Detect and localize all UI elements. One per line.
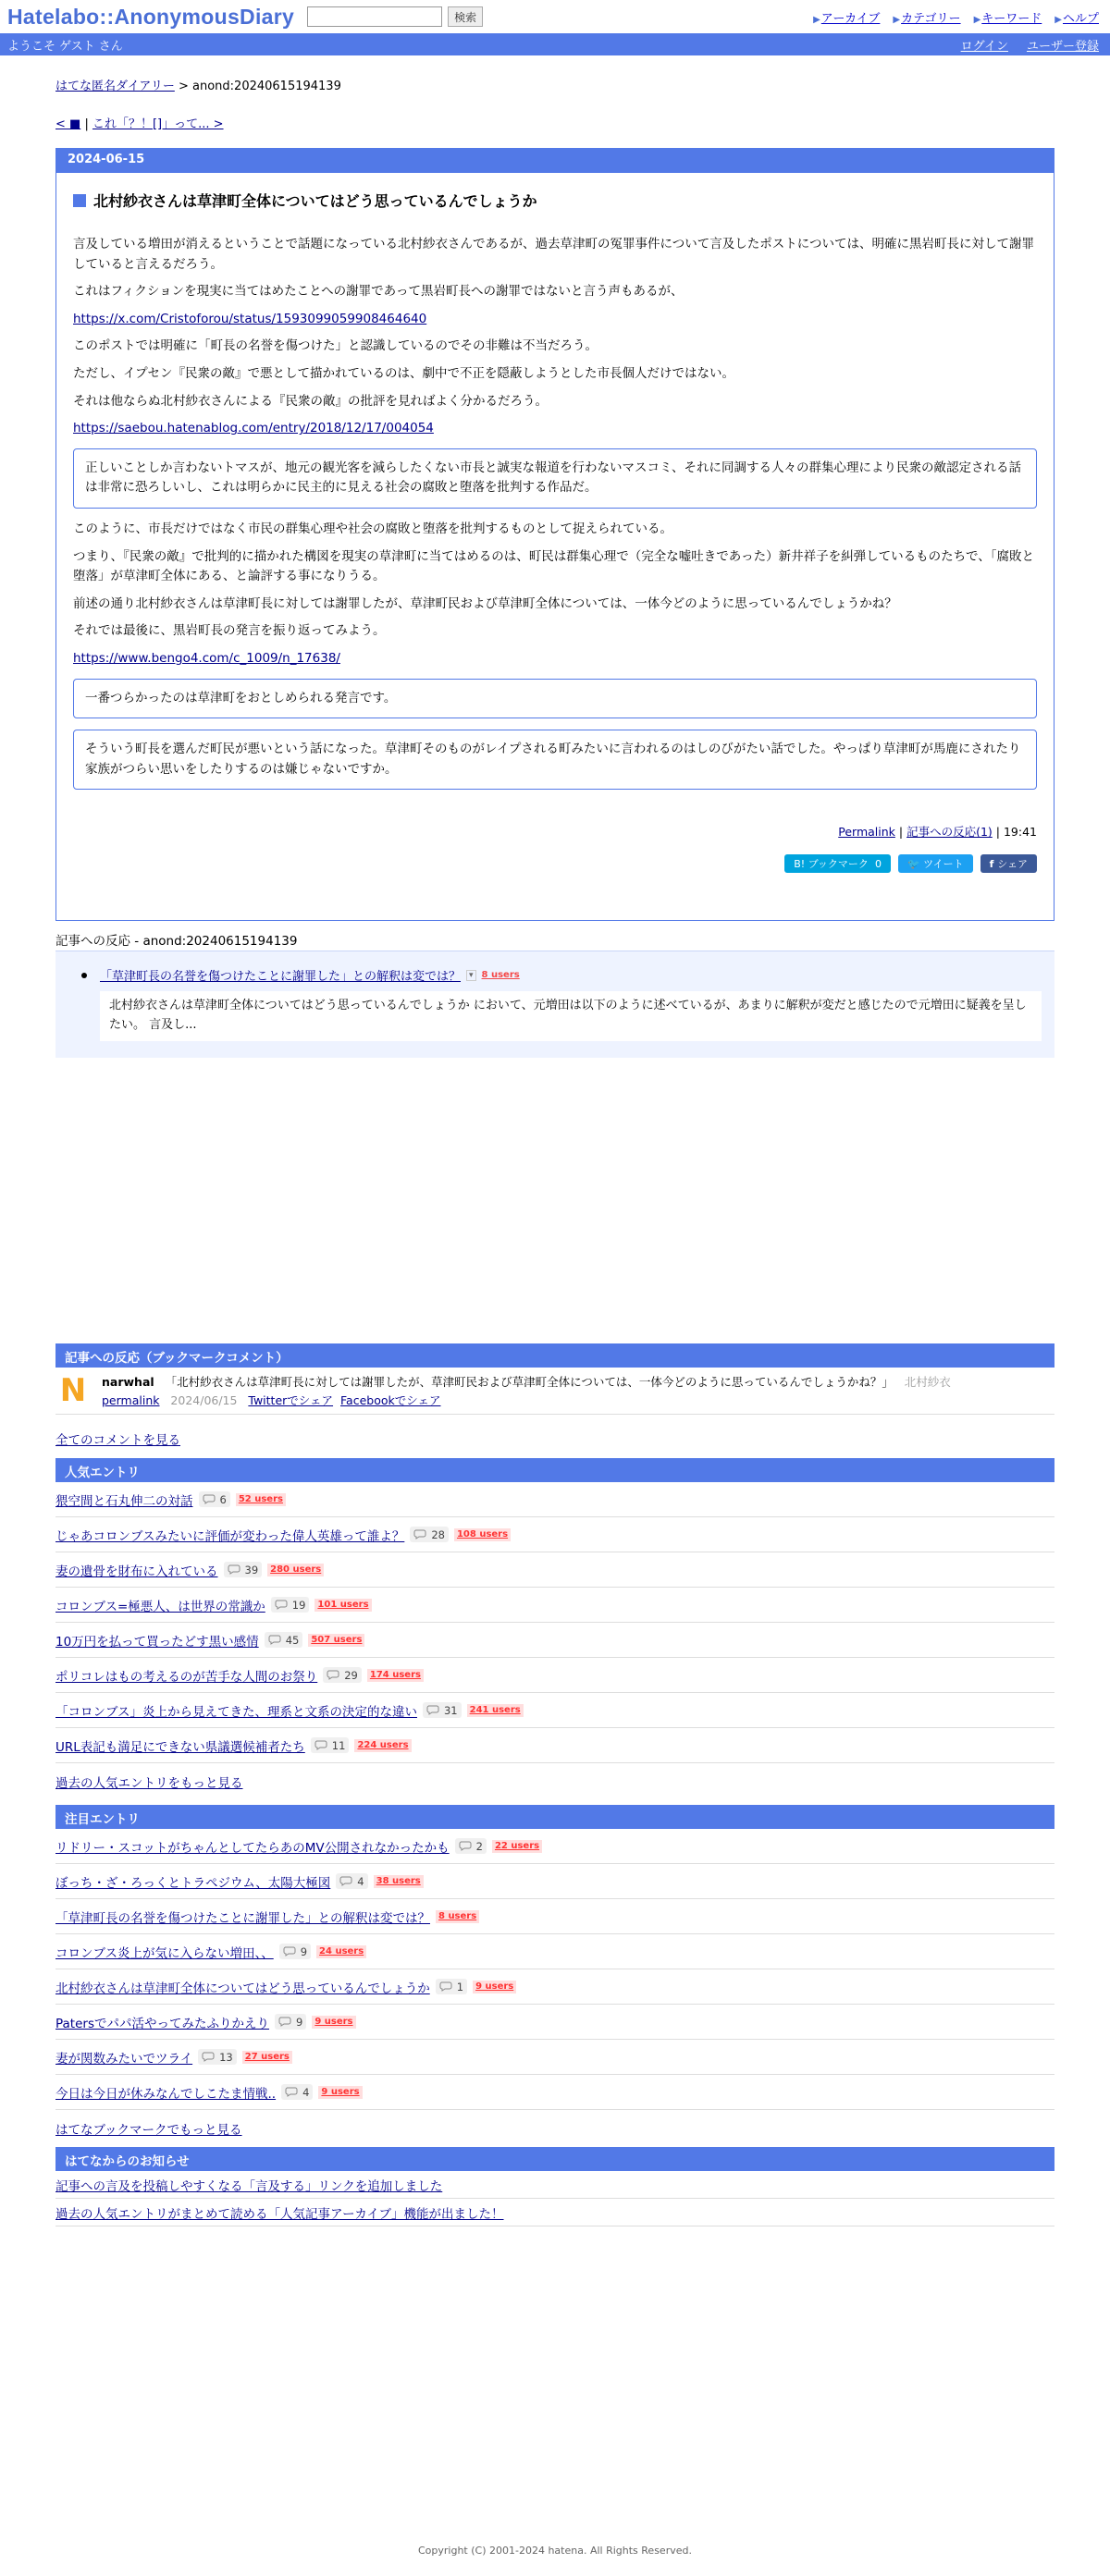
entry-link[interactable]: https://www.bengo4.com/c_1009/n_17638/ [73, 650, 340, 666]
bookmark-comment [56, 1368, 1054, 1415]
hatena-bookmark-count: 0 [874, 857, 882, 870]
featured-header: 注目エントリ [56, 1805, 1054, 1829]
breadcrumb [56, 76, 1054, 93]
popular-header: 人気エントリ [56, 1458, 1054, 1482]
nav-arrow-icon: ▶ [1054, 15, 1062, 25]
comment-count[interactable] [265, 1632, 303, 1648]
comment-bubble-icon [459, 1841, 474, 1851]
entry-link[interactable]: 「草津町長の名誉を傷つけたことに謝罪した」との解釈は変では？ [56, 1910, 430, 1926]
entry-link[interactable]: URL表記も満足にできない県議選候補者たち [56, 1739, 305, 1755]
comment-count-value: 28 [431, 1527, 445, 1541]
comment-count-value: 9 [296, 2015, 303, 2029]
login-link[interactable]: ログイン [960, 39, 1008, 54]
comment-bubble-icon [339, 1876, 354, 1886]
nav-help[interactable]: ヘルプ [1062, 12, 1099, 26]
reactions-link[interactable]: 記事への反応(1) [906, 825, 993, 840]
users-count[interactable]: 9 users [473, 1981, 516, 1993]
permalink[interactable]: Permalink [838, 825, 895, 840]
entry-title-text: 北村紗衣さんは草津町全体についてはどう思っているんでしょうか [93, 192, 537, 210]
comment-count-value: 13 [219, 2050, 233, 2064]
popular-more-link[interactable]: 過去の人気エントリをもっと見る [56, 1776, 243, 1791]
paragraph: これはフィクションを現実に当てはめたことへの謝罪であって黒岩町長への謝罪ではないと言う声もあるが、 [73, 284, 684, 300]
paragraph: このポストでは明確に「町長の名誉を傷つけた」と認識しているのでその非難は不当だろう。 [73, 338, 598, 354]
entry-list-item [56, 2075, 1054, 2110]
share-twitter-link[interactable]: Twitterでシェア [248, 1393, 334, 1407]
popular-entries [56, 1458, 1054, 1791]
reaction-item [100, 966, 1042, 984]
featured-more-link[interactable]: はてなブックマークでもっと見る [56, 2123, 242, 2138]
entry-link[interactable]: 「コロンブス」炎上から見えてきた、理系と文系の決定的な違い [56, 1704, 417, 1720]
reaction-snippet: 北村紗衣さんは草津町全体についてはどう思っているんでしょうか において、元増田は以下のように述べているが、あまりに解釈が変だと感じたので元増田に疑義を呈したい。 言及し... [100, 991, 1042, 1041]
comment-count[interactable] [198, 2049, 237, 2065]
entry-link[interactable]: https://x.com/Cristoforou/status/1593099059908464640 [73, 311, 427, 326]
comment-count-value: 9 [300, 1944, 308, 1958]
users-count[interactable]: 8 users [436, 1910, 479, 1923]
entry-list-item [56, 1728, 1054, 1763]
copyright: Copyright (C) 2001-2024 hatena. All Rights Reserved. [418, 2545, 692, 2557]
entry-link[interactable]: ぼっち・ざ・ろっくとトラペジウム、太陽大極図 [56, 1875, 331, 1891]
users-count[interactable]: 8 users [481, 970, 520, 980]
entry-list-item [56, 1623, 1054, 1658]
entry-list-item [56, 1588, 1054, 1623]
entry-title[interactable] [73, 190, 1054, 211]
list-bullet [81, 973, 87, 978]
entry-link[interactable]: Patersでパパ活やってみたふりかえり [56, 2016, 269, 2031]
prev-entry-link[interactable]: < ■ [56, 117, 81, 131]
entry-list-item [56, 1934, 1054, 1969]
tweet-label: ツイート [923, 858, 964, 871]
tweet-button[interactable] [898, 854, 973, 873]
notices-header: はてなからのお知らせ [56, 2147, 1054, 2171]
comment-count[interactable] [455, 1838, 487, 1854]
entry-time: 19:41 [1003, 825, 1037, 840]
entry-list-item [56, 1864, 1054, 1899]
entry-link[interactable]: 10万円を払って買ったどす黒い感情 [56, 1634, 259, 1650]
entry-list-item [56, 1899, 1054, 1934]
users-count[interactable]: 507 users [308, 1634, 364, 1647]
entry-link[interactable]: じゃあコロンブスみたいに評価が変わった偉人英雄って誰よ？ [56, 1528, 405, 1544]
breadcrumb-current: anond:20240615194139 [192, 80, 341, 93]
comment-count-value: 4 [302, 2085, 310, 2099]
paragraph: 前述の通り北村紗衣さんは草津町長に対しては謝罪したが、草津町民および草津町全体については、一体今どのように思っているんでしょうかね？ [73, 595, 897, 611]
comment-count[interactable] [281, 2084, 313, 2100]
reactions-title: 記事への反応 - anond:20240615194139 [56, 934, 298, 949]
entry-date: 2024-06-15 [56, 149, 1054, 173]
comment-count-value: 11 [331, 1738, 346, 1752]
users-count[interactable]: 27 users [242, 2051, 292, 2064]
sub-bar [0, 33, 1110, 55]
blockquote: 一番つらかったのは草津町をおとしめられる発言です。 [73, 679, 1037, 719]
notices [56, 2147, 1054, 2226]
comment-bubble-icon [283, 1946, 298, 1957]
comment-bubble-icon [314, 1740, 329, 1750]
breadcrumb-home[interactable]: はてな匿名ダイアリー [56, 80, 175, 93]
entry-link[interactable]: ポリコレはもの考えるのが苦手な人間のお祭り [56, 1669, 318, 1685]
entry-link[interactable]: リドリー・スコットがちゃんとしてたらあのMV公開されなかったかも [56, 1840, 450, 1856]
nav-archive[interactable]: アーカイブ [820, 12, 881, 26]
notice-item [56, 2171, 1054, 2199]
comment-count-value: 4 [357, 1874, 364, 1888]
hatena-bookmark-label: B! ブックマーク [794, 858, 869, 871]
blockquote: 正しいことしか言わないトマスが、地元の観光客を減らしたくない市長と誠実な報道を行わないマスコミ、それに同調する人々の群集心理により民衆の敵認定される話は非常に恐ろしいし、これは明らかに民主的に見える社会の腐敗と堕落を批判する作品だ。 [73, 448, 1037, 509]
users-count[interactable]: 224 users [354, 1739, 411, 1752]
next-entry-link[interactable]: これ「？！[]」って... > [92, 117, 224, 131]
search-button[interactable]: 検索 [448, 6, 483, 27]
share-facebook-link[interactable]: Facebookでシェア [340, 1393, 441, 1407]
comment-count-value: 31 [443, 1703, 458, 1717]
blockquote: そういう町長を選んだ町民が悪いという話になった。草津町そのものがレイプされる町みたいに言われるのはしのびがたい話でした。やっぱり草津町が馬鹿にされたり家族がつらい思いをしたりするのは嫌じゃないですか。 [73, 730, 1037, 790]
bookmark-date: 2024/06/15 [170, 1393, 238, 1407]
welcome-text: ようこそ ゲスト さん [7, 39, 123, 54]
share-buttons [56, 854, 1054, 873]
top-nav [813, 8, 1099, 26]
comment-count-value: 1 [456, 1980, 464, 1993]
bookmark-comments [56, 1343, 1054, 1448]
users-count[interactable]: 108 users [454, 1528, 511, 1541]
comment-bubble-icon [413, 1529, 428, 1539]
entry-footer: Permalink | 記事への反応(1) | 19:41 [838, 825, 1037, 840]
paragraph: 言及している増田が消えるということで話題になっている北村紗衣さんであるが、過去草津町の冤罪事件について言及したポストについては、明確に黒岩町長に対して謝罪していると言えるだろう。 [73, 237, 1034, 272]
entry-link[interactable]: 妻の遺骨を財布に入れている [56, 1564, 218, 1579]
users-count[interactable]: 9 users [318, 2086, 362, 2099]
comment-count-value: 45 [285, 1633, 300, 1647]
users-count[interactable]: 22 users [492, 1840, 542, 1853]
nav-arrow-icon: ▶ [813, 15, 820, 25]
comment-count-value: 19 [291, 1598, 306, 1612]
entry-list-item [56, 2005, 1054, 2040]
featured-list [56, 1829, 1054, 2110]
entry-list-item [56, 1482, 1054, 1517]
entry-link[interactable]: 今日は今日が休みなんでしこたま情戦.. [56, 2086, 277, 2102]
notice-link[interactable]: 過去の人気エントリがまとめて読める「人気記事アーカイブ」機能が出ました！ [56, 2206, 504, 2222]
notice-item [56, 2199, 1054, 2226]
entry-link[interactable]: コロンブス炎上が気に入らない増田、、 [56, 1945, 274, 1961]
user-avatar-icon[interactable]: N [59, 1372, 87, 1409]
chevron-down-icon[interactable]: ▾ [466, 970, 476, 981]
entry-list-item [56, 1969, 1054, 2005]
facebook-icon: f [989, 857, 998, 870]
comment-count[interactable] [311, 1737, 350, 1753]
search-input[interactable] [307, 6, 442, 27]
entry-list-item [56, 1693, 1054, 1728]
comment-count[interactable] [410, 1527, 449, 1542]
pager [56, 114, 1054, 131]
entry-body [56, 235, 1054, 790]
users-count[interactable]: 174 users [367, 1669, 424, 1682]
entry-list-item [56, 1517, 1054, 1552]
comment-count[interactable] [271, 1597, 310, 1613]
comment-count-value: 39 [244, 1563, 259, 1576]
hatena-bookmark-button[interactable] [784, 854, 891, 873]
reactions-box [56, 951, 1054, 1058]
comment-bubble-icon [426, 1705, 441, 1715]
entry-link[interactable]: https://saebou.hatenablog.com/entry/2018/12/17/004054 [73, 421, 434, 436]
comment-bubble-icon [327, 1670, 341, 1680]
paragraph: このように、市長だけではなく市民の群集心理や社会の腐敗と堕落を批判するものとして捉えられている。 [73, 521, 672, 536]
entry-list-item [56, 1552, 1054, 1588]
reaction-link[interactable]: 「草津町長の名誉を傷つけたことに謝罪した」との解釈は変では？ [100, 970, 462, 984]
paragraph: それでは最後に、黒岩町長の発言を振り返ってみよう。 [73, 623, 386, 639]
entry-link[interactable]: 妻が関数みたいでツライ [56, 2051, 193, 2067]
entry-list-item [56, 1658, 1054, 1693]
bookmark-comments-header: 記事への反応（ブックマークコメント） [56, 1343, 1054, 1368]
pager-separator: | [80, 117, 92, 131]
entry [56, 148, 1054, 921]
bookmark-permalink[interactable]: permalink [102, 1393, 160, 1407]
nav-arrow-icon: ▶ [973, 15, 981, 25]
comment-count-value: 29 [344, 1668, 358, 1682]
entry-list-item [56, 2040, 1054, 2075]
comment-bubble-icon [228, 1564, 242, 1575]
top-bar [0, 0, 1110, 33]
users-count[interactable]: 52 users [236, 1493, 286, 1506]
comment-bubble-icon [268, 1635, 283, 1645]
comment-bubble-icon [275, 1600, 290, 1610]
entry-link[interactable]: 北村紗衣さんは草津町全体についてはどう思っているんでしょうか [56, 1981, 430, 1996]
comment-count-value: 2 [475, 1839, 483, 1853]
bookmark-comment-text: 「北村紗衣さんは草津町長に対しては謝罪したが、草津町民および草津町全体については、一体今どのように思っているんでしょうかね？」 [165, 1375, 894, 1389]
comment-bubble-icon [202, 2052, 216, 2062]
entry-link[interactable]: 猥空間と石丸伸二の対話 [56, 1493, 193, 1509]
users-count[interactable]: 9 users [312, 2016, 355, 2029]
comment-count[interactable] [279, 1944, 311, 1959]
users-count[interactable]: 280 users [267, 1564, 324, 1576]
entry-link[interactable]: コロンブス=極悪人、は世界の常識か [56, 1599, 265, 1614]
comment-bubble-icon [285, 2087, 300, 2097]
comment-count[interactable] [224, 1562, 263, 1577]
comment-count-value: 6 [219, 1492, 227, 1506]
users-count[interactable]: 241 users [467, 1704, 524, 1717]
comment-count[interactable] [436, 1979, 467, 1994]
users-count[interactable]: 38 users [374, 1875, 424, 1888]
notice-link[interactable]: 記事への言及を投稿しやすくなる「言及する」リンクを追加しました [56, 2178, 443, 2194]
users-count[interactable]: 101 users [314, 1599, 371, 1612]
twitter-bird-icon: 🐦 [906, 857, 924, 870]
users-count[interactable]: 24 users [316, 1945, 366, 1958]
comment-count[interactable] [323, 1667, 362, 1683]
comment-count[interactable] [423, 1702, 462, 1718]
featured-entries [56, 1805, 1054, 2138]
facebook-share-label: シェア [997, 858, 1028, 871]
breadcrumb-separator: > [174, 80, 193, 93]
site-logo[interactable]: Hatelabo::AnonymousDiary [7, 4, 295, 29]
comment-bubble-icon [203, 1494, 217, 1504]
nav-keyword[interactable]: キーワード [981, 12, 1042, 26]
all-comments-link[interactable]: 全てのコメントを見る [56, 1433, 180, 1448]
paragraph: ただし、イプセン『民衆の敵』で悪として描かれているのは、劇中で不正を隠蔽しようとした市長個人だけではない。 [73, 365, 734, 381]
nav-arrow-icon: ▶ [893, 15, 901, 25]
paragraph: それは他ならぬ北村紗衣さんによる『民衆の敵』の批評を見ればよく分かるだろう。 [73, 393, 548, 409]
bookmark-user[interactable]: narwhal [102, 1375, 154, 1389]
facebook-share-button[interactable] [980, 854, 1037, 873]
bookmark-tag[interactable]: 北村紗衣 [904, 1375, 951, 1389]
comment-count[interactable] [275, 2014, 306, 2030]
paragraph: つまり、『民衆の敵』で批判的に描かれた構図を現実の草津町に当てはめるのは、町民は群集心理で（完全な嘘吐きであった）新井祥子を糾弾しているものたちで、「腐敗と堕落」が草津町全体にある、と論評する事になりうる。 [73, 548, 1034, 584]
comment-count[interactable] [336, 1873, 367, 1889]
comment-count[interactable] [199, 1491, 230, 1507]
comment-bubble-icon [439, 1981, 454, 1992]
title-square-icon [73, 194, 86, 207]
comment-bubble-icon [278, 2017, 293, 2027]
popular-list [56, 1482, 1054, 1763]
register-link[interactable]: ユーザー登録 [1026, 39, 1099, 54]
nav-category[interactable]: カテゴリー [901, 12, 961, 26]
entry-list-item [56, 1829, 1054, 1864]
